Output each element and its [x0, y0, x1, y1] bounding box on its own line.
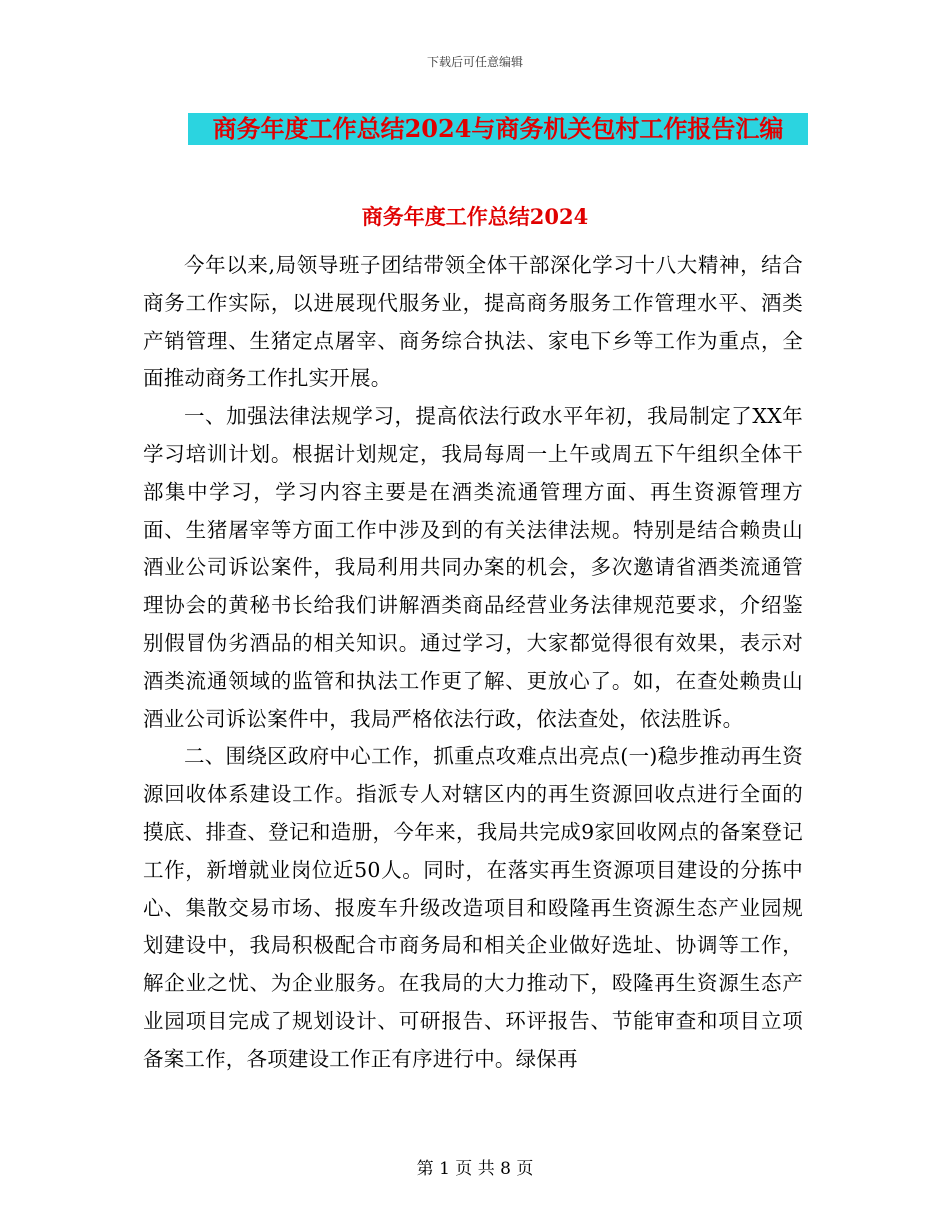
paragraph-law-study: 一、加强法律法规学习，提高依法行政水平年初，我局制定了XX年学习培训计划。根据计划规定，我局每周一上午或周五下午组织全体干部集中学习，学习内容主要是在酒类流通管理方面、再生资源管理方面、生猪屠宰等方面工作中涉及到的有关法律法规。特别是结合赖贵山酒业公司诉讼案件，我局利用共同办案的机会，多次邀请省酒类流通管理协会的黄秘书长给我们讲解酒类商品经营业务法律规范要求，介绍鉴别假冒伪劣酒品的相关知识。通过学习，大家都觉得很有效果，表示对酒类流通领域的监管和执法工作更了解、更放心了。如，在查处赖贵山酒业公司诉讼案件中，我局严格依法行政，依法查处，依法胜诉。: [143, 404, 803, 731]
body-text: [143, 247, 803, 1079]
document-title: 商务年度工作总结2024与商务机关包村工作报告汇编: [188, 113, 808, 145]
paragraph-central-work: 二、围绕区政府中心工作，抓重点攻难点出亮点(一)稳步推动再生资源回收体系建设工作。指派专人对辖区内的再生资源回收点进行全面的摸底、排查、登记和造册，今年来，我局共完成9家回收网点的备案登记工作，新增就业岗位近50人。同时，在落实再生资源项目建设的分拣中心、集散交易市场、报废车升级改造项目和殴隆再生资源生态产业园规划建设中，我局积极配合市商务局和相关企业做好选址、协调等工作，解企业之忧、为企业服务。在我局的大力推动下，殴隆再生资源生态产业园项目完成了规划设计、可研报告、环评报告、节能审查和项目立项备案工作，各项建设工作正有序进行中。绿保再: [143, 744, 803, 1071]
header-note: 下载后可任意编辑: [426, 55, 523, 69]
section-title: 商务年度工作总结2024: [361, 204, 589, 229]
page-footer: 第 1 页 共 8 页: [416, 1159, 534, 1179]
paragraph-intro: 今年以来,局领导班子团结带领全体干部深化学习十八大精神，结合商务工作实际，以进展现代服务业，提高商务服务工作管理水平、酒类产销管理、生猪定点屠宰、商务综合执法、家电下乡等工作为重点，全面推动商务工作扎实开展。: [143, 253, 803, 391]
